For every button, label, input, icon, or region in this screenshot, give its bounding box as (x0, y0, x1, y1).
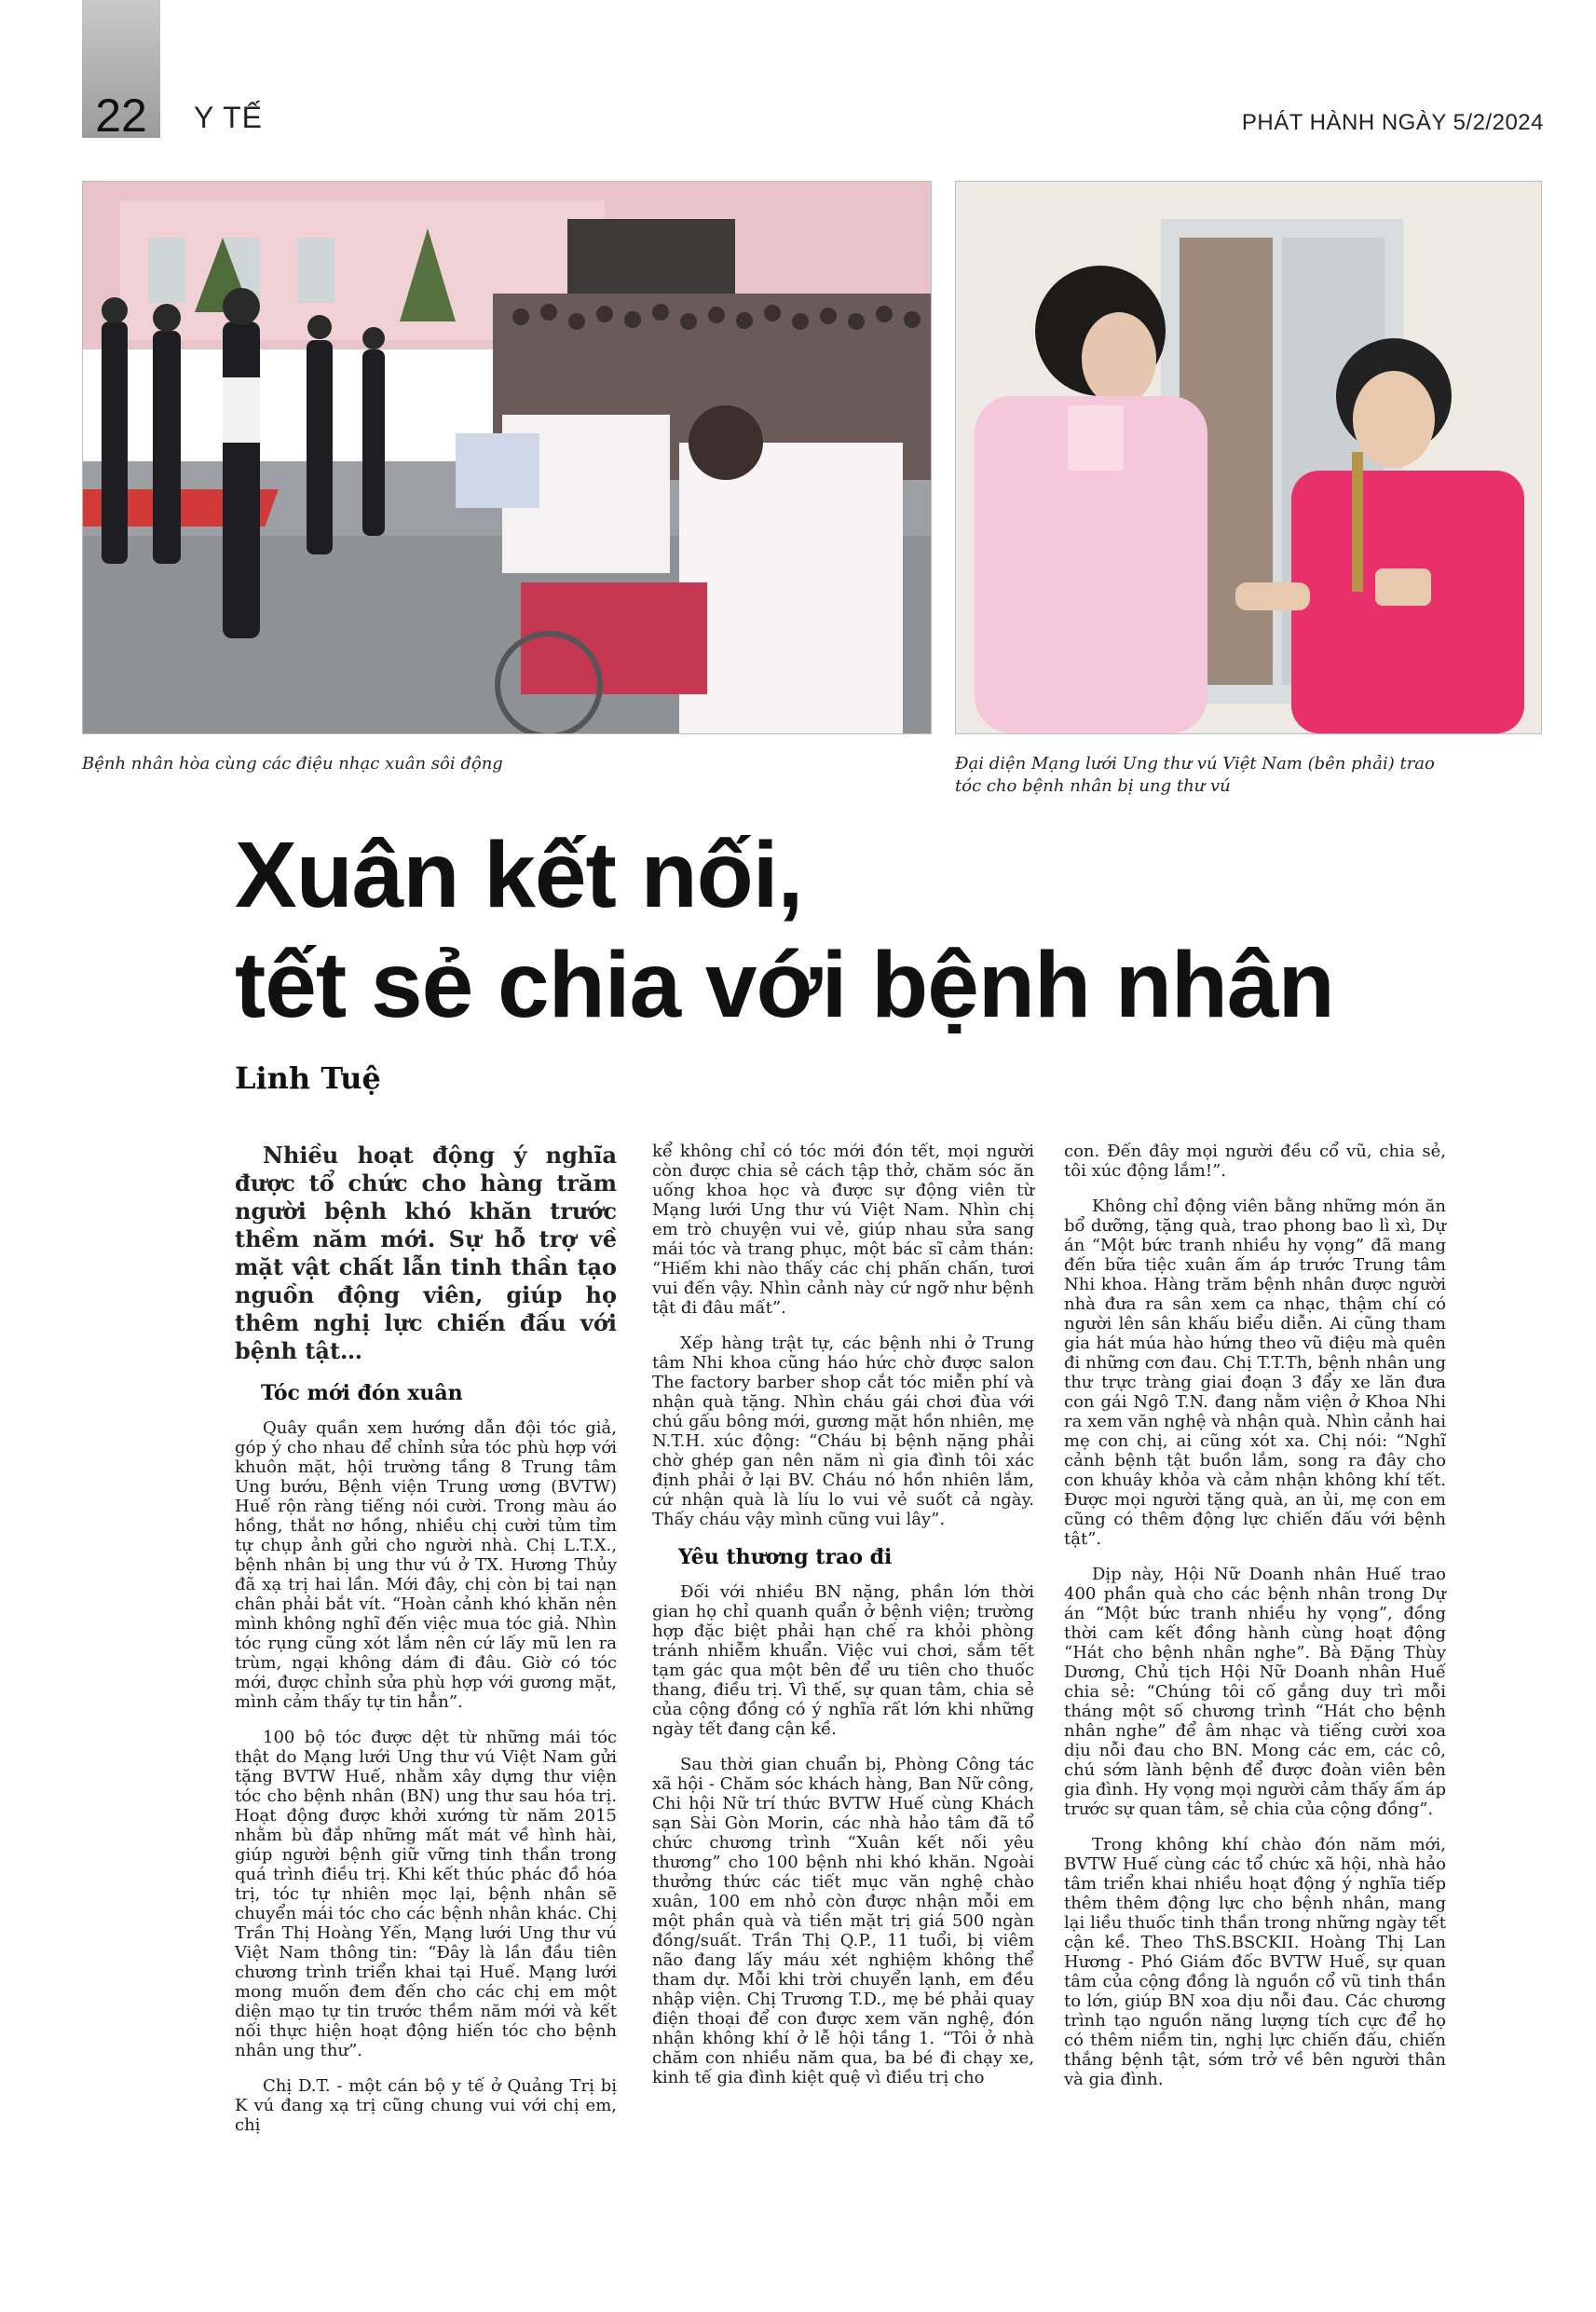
paragraph: Sau thời gian chuẩn bị, Phòng Công tác xã hội - Chăm sóc khách hàng, Ban Nữ công, Chi hội Nữ trí thức BVTW Huế cùng Khách sạn Sài Gòn Morin, các nhà hảo tâm đã tổ chức chương trình “Xuân kết nối yêu thương” cho 100 bệnh nhi khó khăn. Ngoài thưởng thức các tiết mục văn nghệ chào xuân, 100 em nhỏ còn được nhận mỗi em một phần quà và tiền mặt trị giá 500 ngàn đồng/suất. Trần Thị Q.P., 11 tuổi, bị viêm não đang lấy máu xét nghiệm không thể tham dự. Mỗi khi trời chuyển lạnh, em đều nhập viện. Chị Trương T.D., mẹ bé phải quay điện thoại để con được xem văn nghệ, đón nhận không khí ở lễ hội tầng 1. “Tôi ở nhà chăm con nhiều năm qua, ba bé đi chạy xe, kinh tế gia đình kiệt quệ vì điều trị cho (652, 1755, 1034, 2087)
article-column-1 (235, 1142, 617, 2151)
page-number: 22 (95, 89, 147, 142)
paragraph: kể không chỉ có tóc mới đón tết, mọi người còn được chia sẻ cách tập thở, chăm sóc ăn uống khoa học và được sự động viên từ Mạng lưới Ung thư vú Việt Nam. Nhìn chị em trò chuyện vui vẻ, giúp nhau sửa sang mái tóc và trang phục, một bác sĩ cảm thán: “Hiếm khi nào thấy các chị phấn chấn, tươi vui đến vậy. Nhìn cảnh này cứ ngỡ như bệnh tật đi đâu mất”. (652, 1142, 1034, 1318)
paragraph: Đối với nhiều BN nặng, phần lớn thời gian họ chỉ quanh quẩn ở bệnh viện; trường hợp đặc biệt phải hạn chế ra khỏi phòng tránh nhiễm khuẩn. Việc vui chơi, sắm tết tạm gác qua một bên để ưu tiên cho thuốc thang, điều trị. Vì thế, sự quan tâm, chia sẻ của cộng đồng có ý nghĩa rất lớn khi những ngày tết đang cận kề. (652, 1582, 1034, 1739)
photo-caption-left: Bệnh nhân hòa cùng các điệu nhạc xuân sôi động (82, 754, 503, 773)
photo-caption-right: Đại diện Mạng lưới Ung thư vú Việt Nam (bên phải) trao tóc cho bệnh nhân bị ung thư vú (955, 754, 1435, 796)
headline-line-2: tết sẻ chia với bệnh nhân (235, 933, 1334, 1037)
paragraph: Xếp hàng trật tự, các bệnh nhi ở Trung tâm Nhi khoa cũng háo hức chờ được salon The factory barber shop cắt tóc miễn phí và nhận quà tặng. Nhìn cháu gái chơi đùa với chú gấu bông mới, gương mặt hồn nhiên, mẹ N.T.H. xúc động: “Cháu bị bệnh nặng phải chờ ghép gan nên năm nì gia đình tôi xác định phải ở lại BV. Cháu nó hồn nhiên lắm, cứ nhận quà là líu lo vui vẻ suốt cả ngày. Thấy cháu vậy mình cũng vui lây”. (652, 1334, 1034, 1529)
section-title: Y TẾ (194, 101, 263, 134)
release-date: PHÁT HÀNH NGÀY 5/2/2024 (1241, 110, 1544, 135)
photo-wig-handover (955, 181, 1542, 734)
paragraph: Không chỉ động viên bằng những món ăn bổ dưỡng, tặng quà, trao phong bao lì xì, Dự án “Một bức tranh nhiều hy vọng” đã mang đến bữa tiệc xuân ấm áp trước Trung tâm Nhi khoa. Hàng trăm bệnh nhân được người nhà đưa ra sân xem ca nhạc, thậm chí có người lên sân khấu biểu diễn. Ai cũng tham gia hát múa hào hứng theo vũ điệu mà quên đi những cơn đau. Chị T.T.Th, bệnh nhân ung thư trực tràng giai đoạn 3 đẩy xe lăn đưa con gái Ngô T.N. đang nằm viện ở Khoa Nhi ra xem văn nghệ và nhận quà. Nhìn cảnh hai mẹ con chị, ai cũng xót xa. Chị nói: “Nghĩ cảnh bệnh tật buồn lắm, song ra đây cho con khuây khỏa và cảm nhận không khí tết. Được mọi người tặng quà, an ủi, mẹ con em cũng có thêm động lực chiến đấu với bệnh tật”. (1064, 1197, 1446, 1549)
photo-patients-dancing (82, 181, 932, 734)
subhead-love-giving: Yêu thương trao đi (678, 1545, 893, 1569)
article-headline (235, 820, 1558, 1040)
headline-line-1: Xuân kết nối, (235, 823, 803, 927)
paragraph: Quây quần xem hướng dẫn đội tóc giả, góp ý cho nhau để chỉnh sửa tóc phù hợp với khuôn mặt, hội trường tầng 8 Trung tâm Ung bướu, Bệnh viện Trung ương (BVTW) Huế rộn ràng tiếng nói cười. Trong màu áo hồng, thắt nơ hồng, nhiều chị cười tủm tỉm tự chụp ảnh gửi cho người nhà. Chị L.T.X., bệnh nhân bị ung thư vú ở TX. Hương Thủy đã xạ trị hai lần. Mới đây, chị còn bị tai nạn chân phải bắt vít. “Hoàn cảnh khó khăn nên mình không nghĩ đến việc mua tóc giả. Nhìn tóc rụng cũng xót lắm nên cứ lấy mũ len ra trùm, ngại không dám đi đâu. Giờ có tóc mới, được chỉnh sửa phù hợp với gương mặt, mình cảm thấy tự tin hẳn”. (235, 1418, 617, 1712)
article-column-2 (652, 1142, 1034, 2103)
paragraph: Trong không khí chào đón năm mới, BVTW Huế cùng các tổ chức xã hội, nhà hảo tâm triển khai nhiều hoạt động ý nghĩa tiếp thêm thêm động lực cho bệnh nhân, mang lại liều thuốc tinh thần trong những ngày tết cận kề. Theo ThS.BSCKII. Hoàng Thị Lan Hương - Phó Giám đốc BVTW Huế, sự quan tâm của cộng đồng là nguồn cổ vũ tinh thần to lớn, giúp BN xoa dịu nỗi đau. Các chương trình tạo nguồn năng lượng tích cực để họ có thêm niềm tin, nghị lực chiến đấu, chiến thắng bệnh tật, sớm trở về bên người thân và gia đình. (1064, 1835, 1446, 2089)
article-lead: Nhiều hoạt động ý nghĩa được tổ chức cho hàng trăm người bệnh khó khăn trước thềm năm mới. Sự hỗ trợ về mặt vật chất lẫn tinh thần tạo nguồn động viên, giúp họ thêm nghị lực chiến đấu với bệnh tật… (235, 1142, 617, 1364)
paragraph: con. Đến đây mọi người đều cổ vũ, chia sẻ, tôi xúc động lắm!”. (1064, 1142, 1446, 1181)
article-column-3 (1064, 1142, 1446, 2105)
paragraph: 100 bộ tóc được dệt từ những mái tóc thật do Mạng lưới Ung thư vú Việt Nam gửi tặng BVTW Huế, nhằm xây dựng thư viện tóc cho bệnh nhân (BN) ung thư sau hóa trị. Hoạt động được khởi xướng từ năm 2015 nhằm bù đắp những mất mát về hình hài, giúp người bệnh giữ vững tinh thần trong quá trình điều trị. Khi kết thúc phác đồ hóa trị, tóc tự nhiên mọc lại, bệnh nhân sẽ chuyển mái tóc cho các bệnh nhân khác. Chị Trần Thị Hoàng Yến, Mạng lưới Ung thư vú Việt Nam thông tin: “Đây là lần đầu tiên chương trình triển khai tại Huế. Mạng lưới mong muốn đem đến cho các chị em một diện mạo tự tin trước thềm năm mới và kết nối thực hiện hoạt động hiến tóc cho bệnh nhân ung thư”. (235, 1728, 617, 2060)
byline: Linh Tuệ (235, 1060, 381, 1096)
subhead-new-hair: Tóc mới đón xuân (261, 1381, 463, 1405)
paragraph: Dịp này, Hội Nữ Doanh nhân Huế trao 400 phần quà cho các bệnh nhân trong Dự án “Một bức tranh nhiều hy vọng”, đồng thời cam kết đồng hành cùng hoạt động “Hát cho bệnh nhân nghe”. Bà Đặng Thùy Dương, Chủ tịch Hội Nữ Doanh nhân Huế chia sẻ: “Chúng tôi cố gắng duy trì mỗi tháng một số chương trình “Hát cho bệnh nhân nghe” để âm nhạc và tiếng cười xoa dịu nỗi đau cho BN. Mong các em, các cô, chú sớm lành bệnh để được đoàn viên bên gia đình. Hy vọng mọi người cảm thấy ấm áp trước sự quan tâm, sẻ chia của cộng đồng”. (1064, 1565, 1446, 1819)
paragraph: Chị D.T. - một cán bộ y tế ở Quảng Trị bị K vú đang xạ trị cũng chung vui với chị em, chị (235, 2076, 617, 2135)
